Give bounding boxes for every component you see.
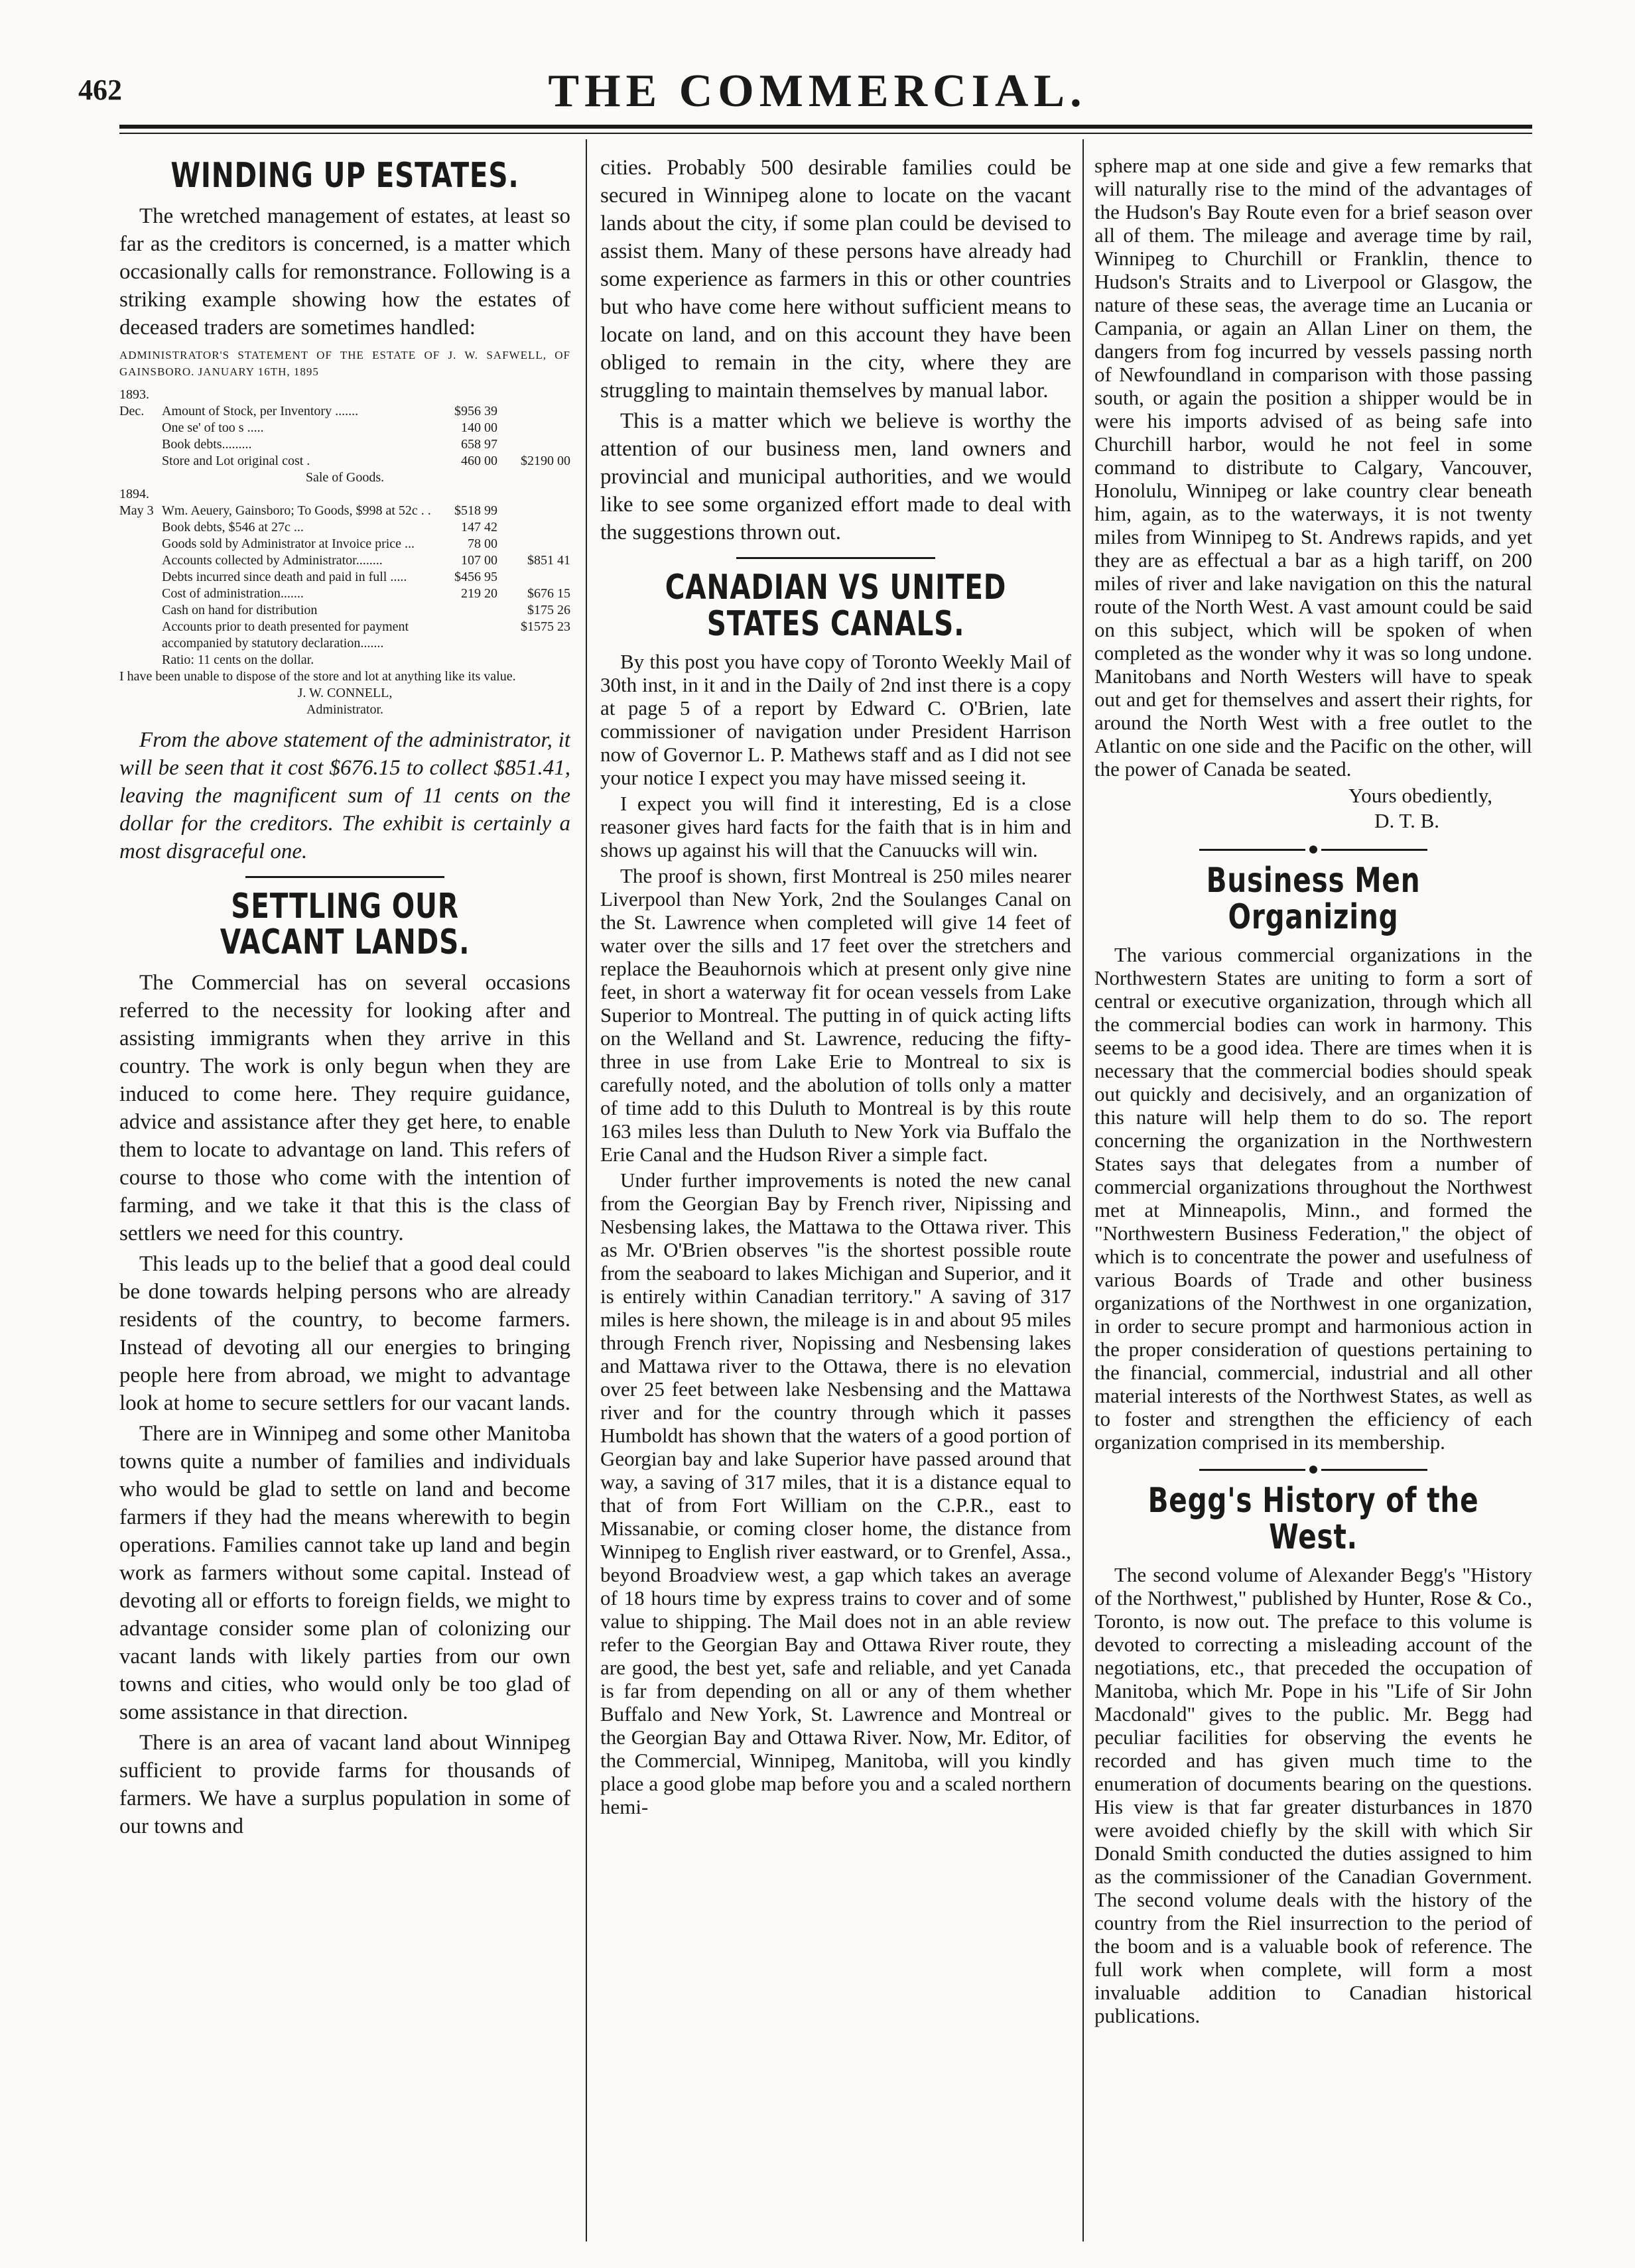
column-1 — [119, 154, 570, 2241]
ledger-item: Debts incurred since death and paid in full ..... — [162, 569, 407, 584]
ledger-amount: 147 42 — [461, 519, 497, 535]
article-title-settling: SETTLING OUR VACANT LANDS. — [220, 886, 470, 963]
ledger-item: Store and Lot original cost . — [162, 453, 310, 468]
ornament-divider — [1094, 1466, 1532, 1474]
ledger-date: 1893. — [119, 387, 149, 402]
ledger-amount: $956 39 — [454, 403, 497, 418]
paragraph: From the above statement of the administrator, it will be seen that it cost $676.15 to collect $851.41, leaving the magnificent sum of 11 cents on the dollar for the creditors. The exhibit is certainly a most disgraceful one. — [119, 727, 570, 863]
page-number: 462 — [78, 74, 122, 106]
column-3 — [1094, 154, 1532, 2241]
ledger-total: $175 26 — [527, 602, 570, 617]
ledger-amount: 658 97 — [461, 436, 497, 452]
column-divider — [586, 139, 587, 2241]
ledger-amount: 219 20 — [461, 586, 497, 601]
header-rule — [119, 125, 1532, 129]
ledger-item: Accounts collected by Administrator........ — [162, 552, 383, 568]
article-title-business-men: Business Men Organizing — [1206, 861, 1421, 937]
ledger-amount: 107 00 — [461, 552, 497, 568]
article-title-winding-up: WINDING UP ESTATES. — [170, 156, 519, 196]
paragraph: There are in Winnipeg and some other Manitoba towns quite a number of families and individuals who would be glad to settle on land and become farmers if they had the means wherewith to begin operations. Families cannot take up land and begin work as farmers without some capital. Instead of devoting all or efforts to foreign fields, we might to advantage consider some plan of colonizing our vacant lands with likely parties from our own towns and cities, who would only be too glad of some assistance in that direction. — [119, 1421, 570, 1724]
ledger-amount: $518 99 — [454, 503, 497, 518]
ledger-item: One se' of too s ..... — [162, 420, 264, 435]
paragraph: cities. Probably 500 desirable families could be secured in Winnipeg alone to locate on the vacant lands about the city, if some plan could be devised to assist them. Many of these persons have already had some experience as farmers in this or other countries but who have come here without sufficient means to locate on land, and on this account they have been obliged to remain in the city, where they are struggling to maintain themselves by manual labor. — [600, 156, 1071, 403]
masthead: THE COMMERCIAL. — [548, 66, 1087, 117]
ledger-total: $1575 23 — [521, 619, 570, 634]
ledger-total: $676 15 — [527, 586, 570, 601]
column-divider — [1082, 139, 1084, 2241]
ledger-amount: 140 00 — [461, 420, 497, 435]
ledger-item: Cash on hand for distribution — [162, 602, 318, 617]
statement-heading: ADMINISTRATOR'S STATEMENT OF THE ESTATE OF J. W. SAFWELL, OF GAINSBORO. JANUARY 16TH, 1895 — [119, 348, 570, 378]
ledger-note: Ratio: 11 cents on the dollar. — [162, 652, 314, 667]
ledger-date: Dec. — [119, 403, 145, 418]
letter-signature: D. T. B. — [1374, 809, 1439, 832]
ledger-item: Cost of administration....... — [162, 586, 304, 601]
ledger-amount: 78 00 — [468, 536, 497, 551]
ledger-note: I have been unable to dispose of the store and lot at anything like its value. — [119, 668, 516, 684]
paragraph: I expect you will find it interesting, Ed is a close reasoner gives hard facts for the faith that is in him and shows up against his will that the Canuucks will win. — [600, 792, 1071, 862]
paragraph: The second volume of Alexander Begg's "History of the Northwest," published by Hunter, Rose & Co., Toronto, is now out. The preface to this volume is devoted to correcting a misleading account of the negotiations, etc., that preceded the occupation of Manitoba, which Mr. Pope in his "Life of Sir John Macdonald" gives to the public. Mr. Begg had peculiar facilities for observing the events he recorded and has given much time to the enumeration of documents bearing on the questions. His view is that far greater disturbances in 1870 were avoided chiefly by the skill with which Sir Donald Smith conducted the duties assigned to him as the commissioner of the Canadian Government. The second volume deals with the history of the country from the Riel insurrection to the period of the boom and is a valuable book of reference. The full work when complete, will form a most invaluable addition to Canadian historical publications. — [1094, 1563, 1532, 2028]
paragraph: This is a matter which we believe is worthy the attention of our business men, land owners and provincial and municipal authorities, and we would like to see some organized effort made to deal with the suggestions thrown out. — [600, 409, 1071, 544]
ledger-signature: J. W. CONNELL, — [297, 685, 393, 700]
ledger-date: May 3 — [119, 503, 154, 518]
ornament-divider — [1094, 846, 1532, 853]
article-title-canals: CANADIAN VS UNITED STATES CANALS. — [665, 568, 1007, 644]
ledger-amount: $456 95 — [454, 569, 497, 584]
ledger-item: Amount of Stock, per Inventory ....... — [162, 403, 359, 418]
ledger-item: Book debts......... — [162, 436, 252, 452]
paragraph: The various commercial organizations in the Northwestern States are uniting to form a sort of central or executive organization, through which all the commercial bodies can work in harmony. This seems to be a good idea. There are times when it is necessary that the commercial bodies should speak out quickly and decisively, and an organization of this nature will help them to do so. The report concerning the organization in the Northwestern States says that delegates from a number of commercial organizations throughout the Northwest met at Minneapolis, Minn., and formed the "Northwestern Business Federation," the object of which is to concentrate the power and usefulness of various Boards of Trade and other business organizations of the Northwest in one organization, in order to secure prompt and harmonious action in the proper consideration of questions pertaining to the financial, commercial, industrial and all other material interests of the Northwest States, as well as to foster and strengthen the efficiency of each organization comprised in its membership. — [1094, 943, 1532, 1454]
letter-closing: Yours obediently, — [1348, 784, 1492, 807]
ledger-amount: 460 00 — [461, 453, 497, 468]
paragraph: There is an area of vacant land about Winnipeg sufficient to provide farms for thousands of farmers. We have a surplus population in some of our towns and — [119, 1730, 570, 1838]
header-rule-thin — [119, 133, 1532, 134]
ledger-total: $851 41 — [527, 552, 570, 568]
ledger-date: 1894. — [119, 486, 149, 501]
ledger-subhead: Sale of Goods. — [305, 470, 385, 485]
paragraph: By this post you have copy of Toronto Weekly Mail of 30th inst, in it and in the Daily of 2nd inst there is a copy at page 5 of a report by Edward C. O'Brien, late commissioner of navigation under President Harrison now of Governor L. P. Mathews staff and as I did not see your notice I expect you may have missed seeing it. — [600, 650, 1071, 790]
ledger-item: Wm. Aeuery, Gainsboro; To Goods, $998 at 52c . . — [162, 503, 431, 518]
ledger-total: $2190 00 — [521, 453, 570, 468]
paragraph: sphere map at one side and give a few remarks that will naturally rise to the mind of the advantages of the Hudson's Bay Route even for a brief season over all of them. The mileage and average time by rail, Winnipeg to Churchill or Franklin, thence to Hudson's Straits and to Liverpool or Glasgow, the nature of these seas, the average time an Lucania or Campania, or again an Allan Liner on them, the dangers from fog incurred by vessels passing north of Newfoundland in comparison with those passing south, or again the position a shipper would be in were his imports advised of as being safe into Churchill harbor, would he not feel in some command to distribute to Calgary, Vancouver, Honolulu, Winnipeg or lake country clear beneath him, again, as to the waterways, it is not twenty miles from Winnipeg to St. Andrews rapids, and yet they are as effectual a bar as a high tariff, on 200 miles of river and lake navigation on this the natural route of the North West. A vast amount could be said on this subject, which will be spoken of when completed as the wonder why it was so long undone. Manitobans and North Westers will have to speak out and get for themselves and assert their rights, for around the North West with a free outlet to the Atlantic on one side and the Pacific on the other, will the power of Canada be seated. — [1094, 154, 1532, 781]
paragraph: The Commercial has on several occasions referred to the necessity for looking after and assisting immigrants when they arrive in this country. The work is only begun when they are induced to come here. They require guidance, advice and assistance after they get here, to enable them to locate to advantage on land. This refers of course to those who come with the intention of farming, and we take it that this is the class of settlers we need for this country. — [119, 970, 570, 1245]
ledger-item: Book debts, $546 at 27c ... — [162, 519, 304, 535]
section-rule — [736, 557, 935, 559]
ledger-item: Goods sold by Administrator at Invoice price ... — [162, 536, 415, 551]
paragraph: The wretched management of estates, at least so far as the creditors is concerned, is a matter which occasionally calls for remonstrance. Following is a striking example showing how the estates of deceased traders are sometimes handled: — [119, 204, 570, 340]
paragraph: This leads up to the belief that a good deal could be done towards helping persons who are already residents of the country, to become farmers. Instead of devoting all our energies to bringing people here from abroad, we might to advantage look at home to secure settlers for our vacant lands. — [119, 1251, 570, 1415]
ledger-item: Accounts prior to death presented for payment accompanied by statutory declaration....... — [162, 619, 409, 651]
administrator-statement — [119, 347, 570, 718]
section-rule — [245, 876, 444, 878]
ledger-signature-title: Administrator. — [306, 702, 384, 717]
paragraph: Under further improvements is noted the new canal from the Georgian Bay by French river, Nipissing and Nesbensing lakes, the Mattawa to the Ottawa river. This as Mr. O'Brien observes "is the shortest possible route from the seaboard to lakes Michigan and Superior, and it is entirely within Canadian territory." A saving of 317 miles is here shown, the mileage is in and about 95 miles through French river, Nopissing and Nesbensing lakes and Mattawa river to the Ottawa, there is no elevation over 25 feet between lake Nesbensing and the Mattawa river and for the country through which it passes Humboldt has shown that the waters of a good portion of Georgian bay and lake Superior have passed around that way, a saving of 317 miles, that it is a distance equal to that of from Fort William on the C.P.R., east to Missanabie, or coming closer home, the distance from Winnipeg to English river eastward, or to Grenfel, Assa., beyond Broadview west, a gap which takes an average of 18 hours time by express trains to cover and of some value to shipping. The Mail does not in an able review refer to the Georgian Bay and Ottawa River route, they are good, the best yet, safe and reliable, and yet Canada is far from depending on all or any of them whether Buffalo and New York, St. Lawrence and Montreal or the Georgian Bay and Ottawa River. Now, Mr. Editor, of the Commercial, Winnipeg, Manitoba, will you kindly place a good globe map before you and a scaled northern hemi- — [600, 1168, 1071, 1819]
article-title-beggs-history: Begg's History of the West. — [1147, 1481, 1479, 1557]
column-2 — [600, 154, 1071, 2241]
paragraph: The proof is shown, first Montreal is 250 miles nearer Liverpool than New York, 2nd the Soulanges Canal on the St. Lawrence when completed will give 14 feet of water over the sills and 17 feet over the stretchers and replace the Beauhornois which at present only give nine feet, in short a waterway fit for ocean vessels from Lake Superior to Montreal. The putting in of quick acting lifts on the Welland and St. Lawrence, reducing the fifty-three in use from Lake Erie to Montreal to six is carefully noted, and the abolution of tolls only a matter of time add to this Duluth to Montreal is by this route 163 miles less than Duluth to New York via Buffalo the Erie Canal and the Hudson River a simple fact. — [600, 864, 1071, 1166]
